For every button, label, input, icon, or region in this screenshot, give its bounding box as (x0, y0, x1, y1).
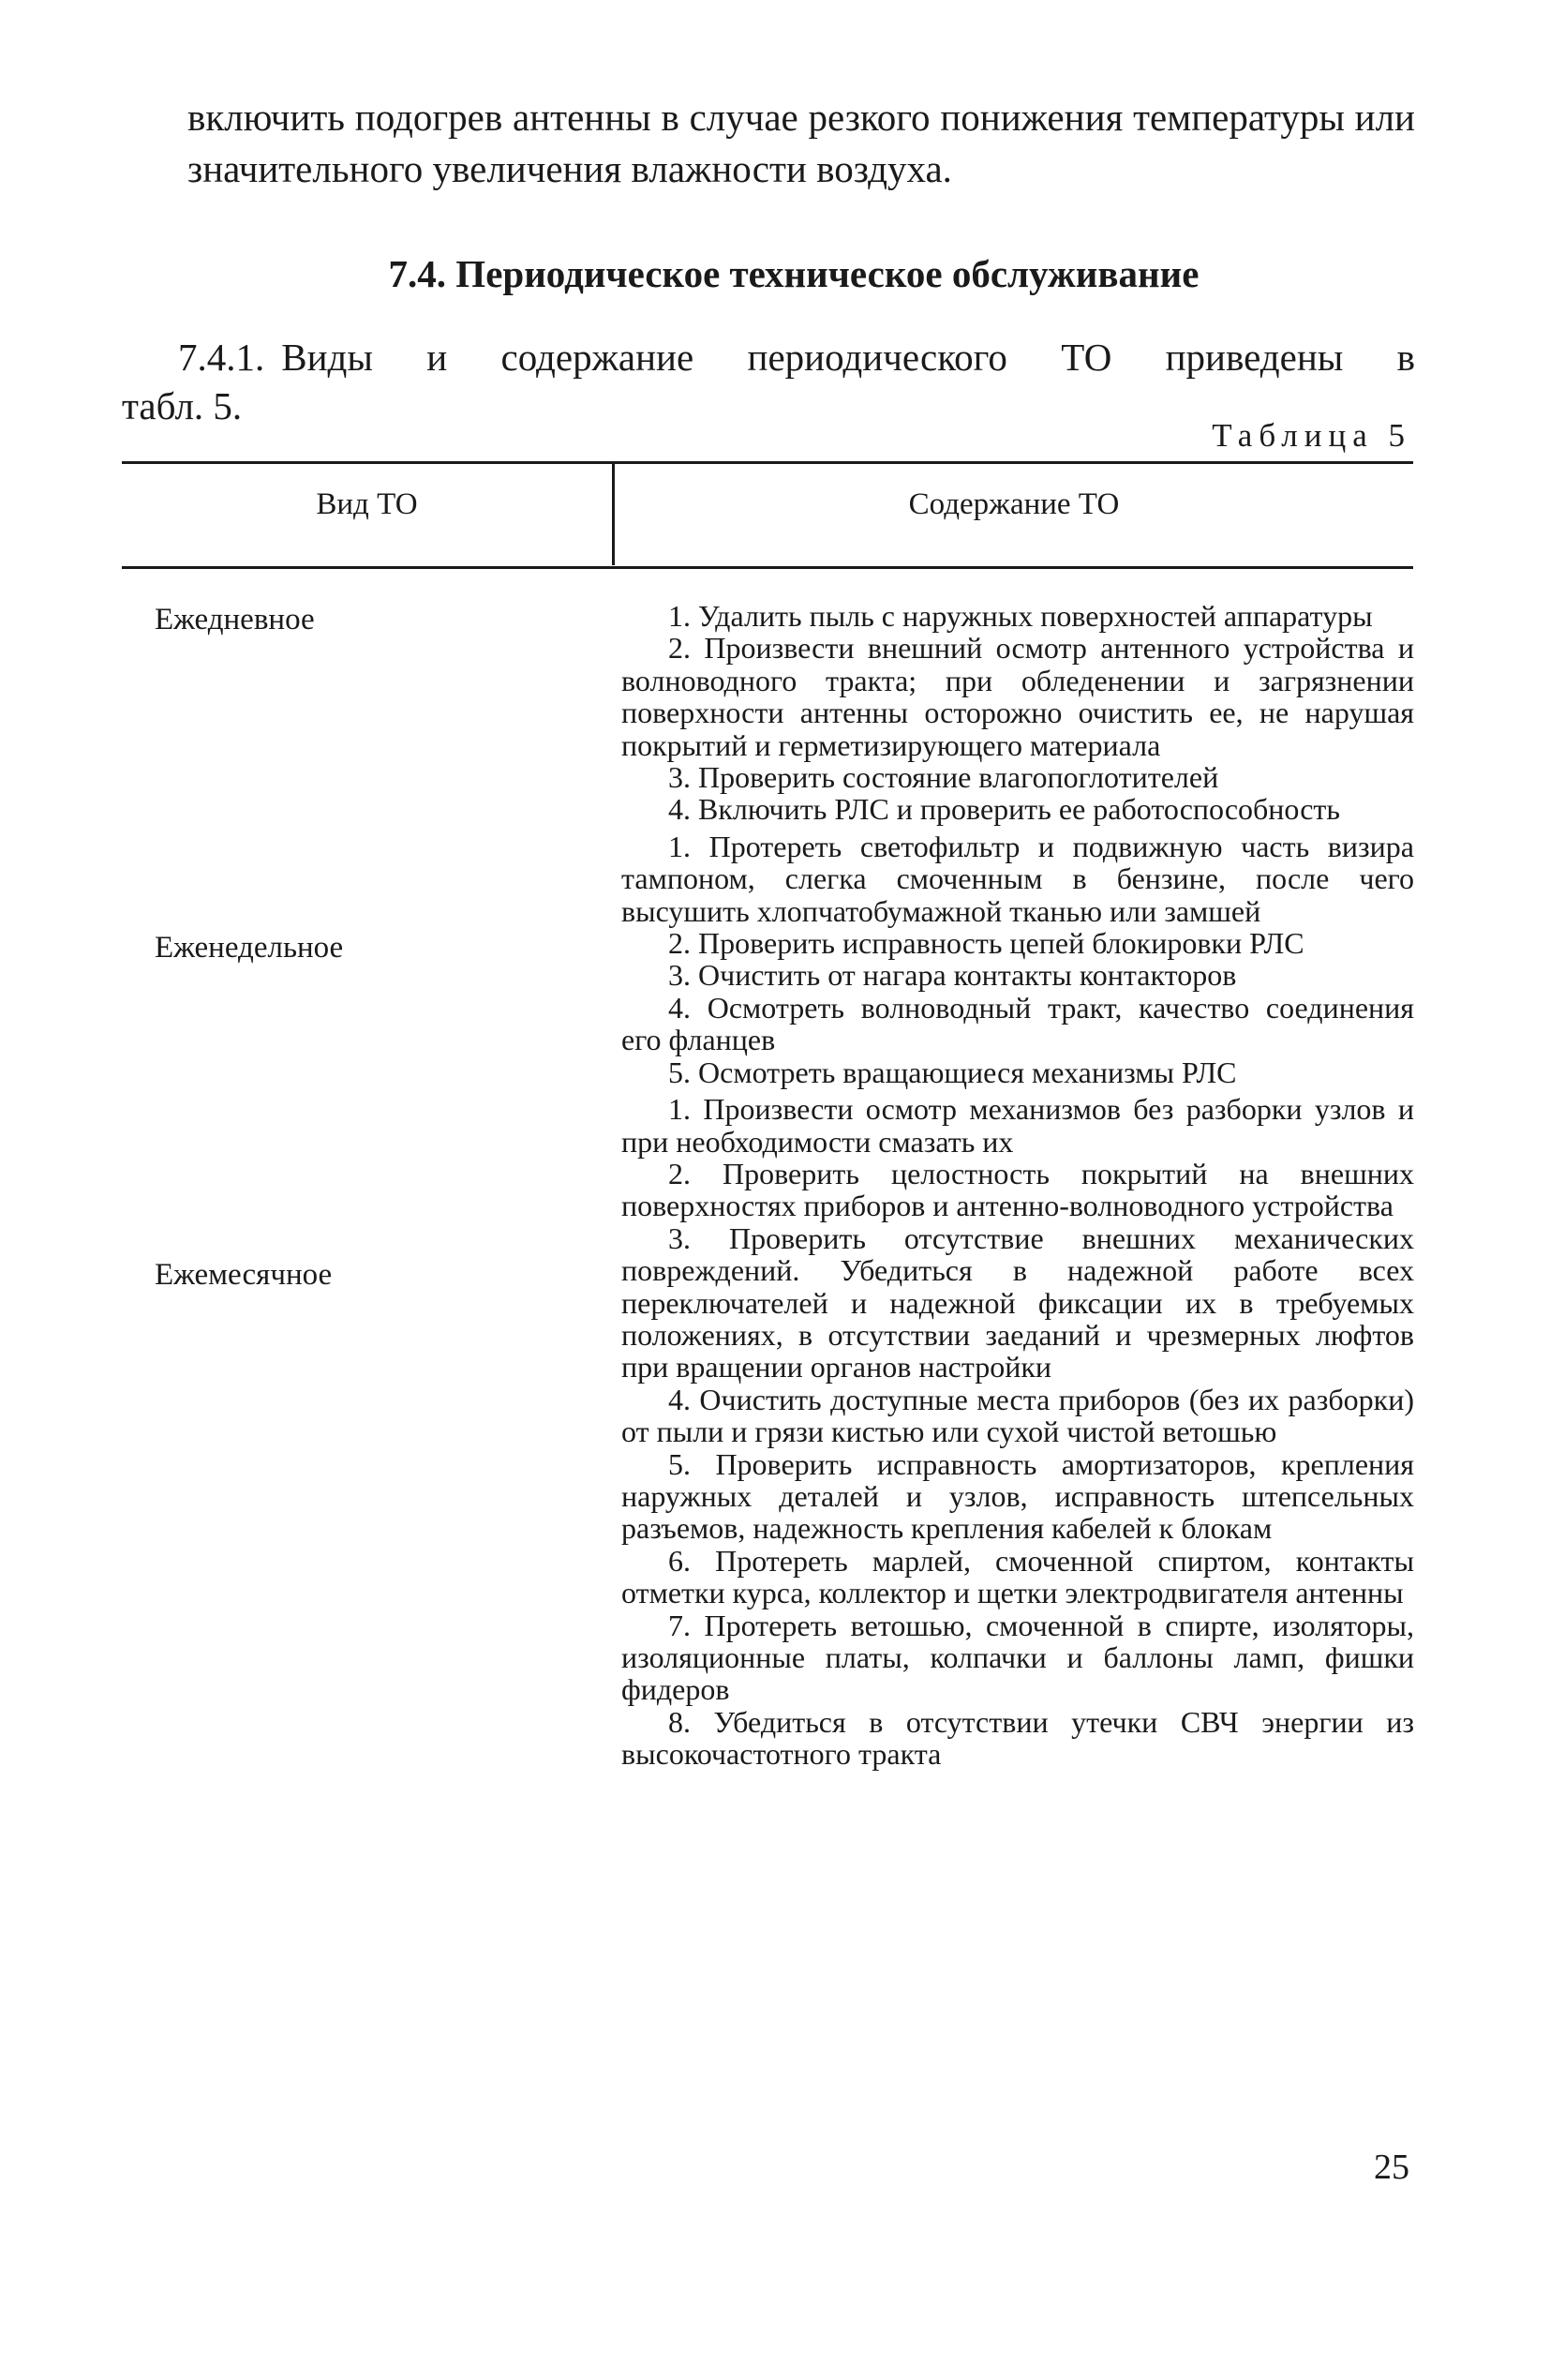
row-kind-monthly: Ежемесячное (155, 1258, 333, 1292)
paragraph-7-4-1 (122, 333, 1415, 430)
paragraph-text: Виды и содержание периодического ТО приведены в (281, 336, 1415, 379)
row-kind-daily: Ежедневное (155, 603, 315, 636)
page-number: 25 (1374, 2148, 1409, 2187)
list-item: 8. Убедиться в отсутствии утечки СВЧ энергии из высокочастотного тракта (621, 1704, 1414, 1772)
list-item: 5. Проверить исправность амортизаторов, крепления наружных деталей и узлов, исправность штепсельных разъемов, надежность крепления кабелей к блокам (621, 1446, 1414, 1546)
table-caption: Таблица 5 (1212, 417, 1411, 454)
table-top-rule (122, 461, 1413, 464)
paragraph-continuation: табл. 5. (122, 384, 243, 427)
list-item: 4. Включить РЛС и проверить ее работоспособность (668, 792, 1340, 827)
list-item: 6. Протереть марлей, смоченной спиртом, контакты отметки курса, коллектор и щетки электродвигателя антенны (621, 1543, 1414, 1610)
section-heading: 7.4. Периодическое техническое обслуживание (388, 252, 1200, 295)
list-item: 3. Проверить отсутствие внешних механических повреждений. Убедиться в надежной работе всех переключателей и надежной фиксации их в требуемых положениях, в отсутствии заеданий и чрезмерных люфтов при вращении органов настройки (621, 1220, 1414, 1385)
list-item: 2. Произвести внешний осмотр антенного устройства и волноводного тракта; при обледенении и загрязнении поверхности антенны осторожно очистить ее, не нарушая покрытий и герметизирующего материала (621, 631, 1414, 762)
row-kind-weekly: Еженедельное (155, 931, 344, 965)
list-item: 1. Протереть светофильтр и подвижную часть визира тампоном, слегка смоченным в бензине, после чего высушить хлопчатобумажной тканью или замшей (621, 829, 1414, 928)
table-header-kind: Вид ТО (316, 487, 418, 521)
paragraph-number: 7.4.1. (178, 336, 265, 379)
table-content-column (621, 600, 1414, 1771)
list-item: 2. Проверить целостность покрытий на внешних поверхностях приборов и антенно-волноводного устройства (621, 1156, 1414, 1223)
list-item: 1. Удалить пыль с наружных поверхностей аппаратуры (668, 599, 1373, 633)
list-item: 4. Очистить доступные места приборов (без их разборки) от пыли и грязи кистью или сухой чистой ветошью (621, 1382, 1414, 1449)
intro-text: включить подогрев антенны в случае резкого понижения температуры или значительного увеличения влажности воздуха. (187, 96, 1415, 190)
table-header-rule (122, 566, 1413, 569)
list-item: 5. Осмотреть вращающиеся механизмы РЛС (668, 1055, 1237, 1089)
list-item: 4. Осмотреть волноводный тракт, качество соединения его фланцев (621, 990, 1414, 1057)
list-item: 3. Очистить от нагара контакты контакторов (668, 958, 1237, 993)
list-item: 3. Проверить состояние влагопоглотителей (668, 760, 1219, 795)
list-item: 7. Протереть ветошью, смоченной в спирте, изоляторы, изоляционные платы, колпачки и баллоны ламп, фишки фидеров (621, 1608, 1414, 1707)
table-header-content: Содержание ТО (908, 487, 1120, 521)
list-item: 2. Проверить исправность цепей блокировки РЛС (668, 926, 1304, 961)
list-item: 1. Произвести осмотр механизмов без разборки узлов и при необходимости смазать их (621, 1092, 1414, 1159)
intro-paragraph (122, 92, 1415, 195)
